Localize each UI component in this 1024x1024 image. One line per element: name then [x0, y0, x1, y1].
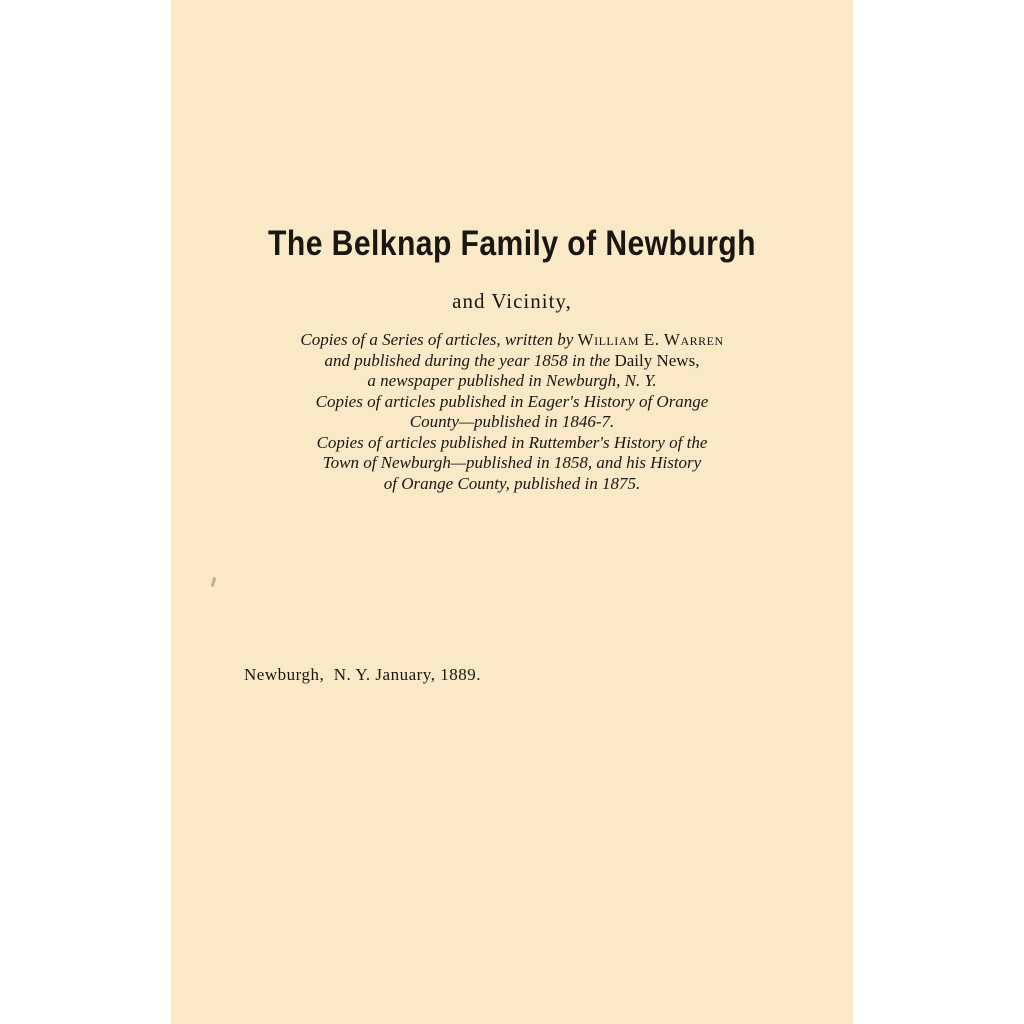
page-subtitle: and Vicinity, — [452, 289, 572, 313]
author-name: William E. Warren — [577, 330, 724, 349]
description-line-5: County—published in 1846-7. — [409, 412, 615, 431]
place-date-line: Newburgh, N. Y. January, 1889. — [244, 665, 481, 684]
book-page — [171, 0, 853, 1024]
description-line-8: of Orange County, published in 1875. — [383, 473, 641, 493]
description-line-7: Town of Newburgh—published in 1858, and his History — [322, 453, 702, 472]
description-line-3: a newspaper published in Newburgh, N. Y. — [367, 371, 657, 390]
description-line-2-text: and published during the year 1858 in the — [324, 350, 615, 370]
paper-speck — [211, 577, 216, 587]
description-line-1-text: Copies of a Series of articles, written by — [300, 330, 578, 349]
description-line-6: Copies of articles published in Ruttember's History of the — [316, 432, 708, 452]
page-title: The Belknap Family of Newburgh — [268, 224, 756, 263]
description-block — [201, 330, 823, 494]
description-line-4: Copies of articles published in Eager's History of Orange — [315, 391, 709, 411]
description-line-2 — [201, 351, 823, 372]
description-line-1 — [201, 330, 823, 351]
newspaper-name: Daily News, — [614, 350, 700, 370]
